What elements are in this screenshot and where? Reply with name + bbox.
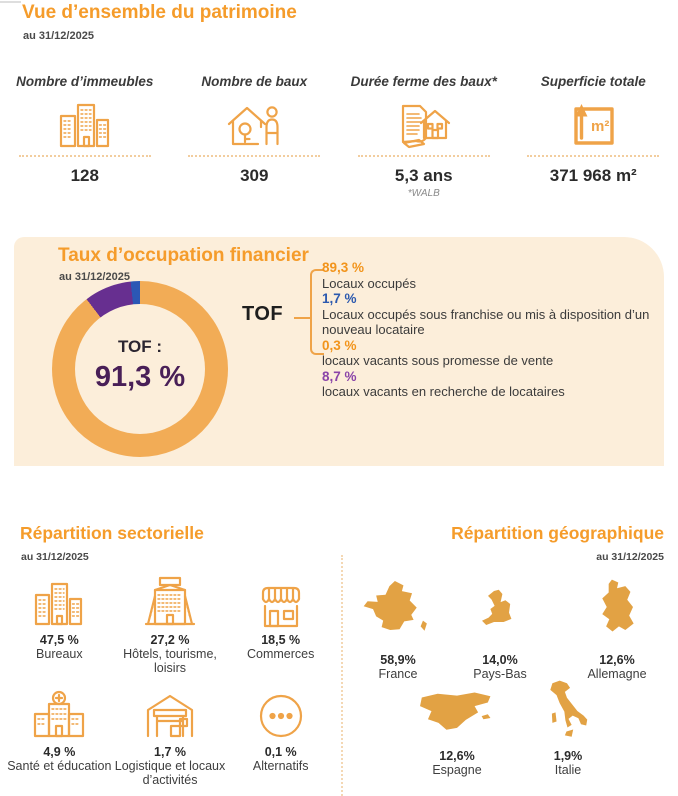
legend-label: locaux vacants sous promesse de vente — [322, 353, 554, 368]
geo-value: 58,9% — [380, 653, 416, 667]
germany-map-icon — [567, 574, 667, 648]
shop-icon — [225, 572, 336, 628]
italy-map-icon — [518, 678, 618, 744]
kpi-value: 128 — [70, 166, 99, 185]
sector-commerces — [225, 572, 336, 684]
sector-value: 47,5 % — [39, 633, 79, 647]
dotted-rule — [358, 155, 490, 157]
geo-value: 14,0% — [482, 653, 518, 667]
geo-label: Pays-Bas — [473, 667, 527, 681]
sector-label: Bureaux — [36, 647, 83, 661]
geo-value: 1,9% — [553, 749, 583, 763]
geography-date: au 31/12/2025 — [596, 551, 664, 563]
tof-title: Taux d’occupation financier — [58, 245, 309, 266]
kpi-baux — [170, 74, 340, 199]
legend-bracket-arm — [294, 317, 310, 319]
legend-value: 1,7 % — [322, 291, 357, 306]
geography-title: Répartition géographique — [451, 523, 664, 543]
tof-legend — [322, 260, 658, 400]
legend-label: Locaux occupés — [322, 275, 416, 291]
dotted-rule — [527, 155, 659, 157]
tof-donut-ring — [52, 281, 228, 457]
kpi-value: 5,3 ans — [394, 166, 453, 185]
geo-value: 12,6% — [439, 749, 475, 763]
geo-value: 12,6% — [599, 653, 635, 667]
sector-label: Santé et éducation — [7, 759, 112, 773]
sectors-date: au 31/12/2025 — [21, 551, 89, 563]
kpi-label: Nombre d’immeubles — [16, 74, 154, 89]
kpi-label: Nombre de baux — [201, 74, 308, 89]
dotted-rule — [188, 155, 320, 157]
page-title: Vue d’ensemble du patrimoine — [22, 2, 297, 23]
netherlands-map-icon — [450, 574, 550, 648]
legend-item — [322, 369, 658, 400]
sectors-title: Répartition sectorielle — [20, 523, 204, 543]
sector-value: 4,9 % — [43, 745, 76, 759]
walb-note: *WALB — [407, 188, 440, 199]
legend-item — [322, 260, 658, 291]
sector-label: Alternatifs — [252, 759, 309, 773]
legend-item — [322, 338, 658, 369]
legend-label: Locaux occupés sous franchise ou mis à disposition d’un nouveau locataire — [322, 306, 650, 337]
legend-value: 89,3 % — [322, 260, 365, 275]
sector-label: Logistique et locaux d’activités — [114, 759, 226, 787]
sector-value: 27,2 % — [150, 633, 190, 647]
lease-icon — [170, 94, 340, 150]
kpi-label: Durée ferme des baux* — [350, 74, 497, 89]
area-m2-icon — [509, 94, 678, 150]
geo-label: Italie — [554, 763, 582, 777]
legend-value: 8,7 % — [322, 368, 357, 384]
sector-bureaux — [4, 572, 115, 684]
kpi-duree — [339, 74, 509, 199]
sector-value: 1,7 % — [154, 745, 186, 759]
bottom-sections — [0, 510, 678, 796]
kpi-value: 371 968 m² — [549, 166, 637, 185]
offices-icon — [4, 572, 115, 628]
sector-logistique — [115, 684, 226, 796]
kpi-immeubles — [0, 74, 170, 199]
geo-france — [348, 574, 448, 681]
geo-label: Espagne — [432, 763, 482, 777]
legend-value: 0,3 % — [322, 337, 357, 353]
hospital-icon — [4, 684, 115, 740]
dotted-rule — [19, 155, 151, 157]
contract-house-icon — [339, 94, 509, 150]
geo-pays-bas — [450, 574, 550, 681]
ellipsis-circle-icon — [225, 684, 336, 740]
kpi-row — [0, 74, 678, 199]
spain-map-icon — [407, 678, 507, 744]
m2-glyph: m² — [591, 118, 610, 135]
sector-row — [4, 684, 336, 796]
france-map-icon — [348, 574, 448, 648]
kpi-superficie — [509, 74, 678, 199]
geo-espagne — [407, 678, 507, 777]
tof-date: au 31/12/2025 — [59, 271, 130, 283]
sector-row — [4, 572, 336, 684]
sector-label: Commerces — [246, 647, 315, 661]
donut-center-value: 91,3 % — [94, 360, 186, 393]
geo-italie — [518, 678, 618, 777]
sector-grid — [4, 572, 336, 796]
geo-label: Allemagne — [587, 667, 647, 681]
tof-card — [14, 237, 664, 466]
kpi-label: Superficie totale — [540, 74, 646, 89]
warehouse-icon — [115, 684, 226, 740]
sector-sante — [4, 684, 115, 796]
top-divider — [0, 1, 21, 3]
sector-label: Hôtels, tourisme, loisirs — [123, 647, 217, 675]
sector-hotels — [115, 572, 226, 684]
tof-bracket-label: TOF — [242, 303, 284, 325]
sector-value: 0,1 % — [264, 745, 297, 759]
buildings-icon — [0, 94, 170, 150]
hotel-icon — [115, 572, 226, 628]
vertical-dotted-divider — [341, 555, 343, 796]
donut-center-label: TOF : — [117, 336, 163, 356]
page-date: au 31/12/2025 — [23, 30, 94, 42]
tof-donut-hole — [75, 304, 205, 434]
sector-alternatifs — [225, 684, 336, 796]
kpi-value: 309 — [240, 166, 269, 185]
legend-label: locaux vacants en recherche de locataires — [322, 384, 565, 399]
geo-label: France — [378, 667, 418, 681]
geo-allemagne — [567, 574, 667, 681]
legend-item — [322, 291, 658, 338]
sector-value: 18,5 % — [261, 633, 301, 647]
